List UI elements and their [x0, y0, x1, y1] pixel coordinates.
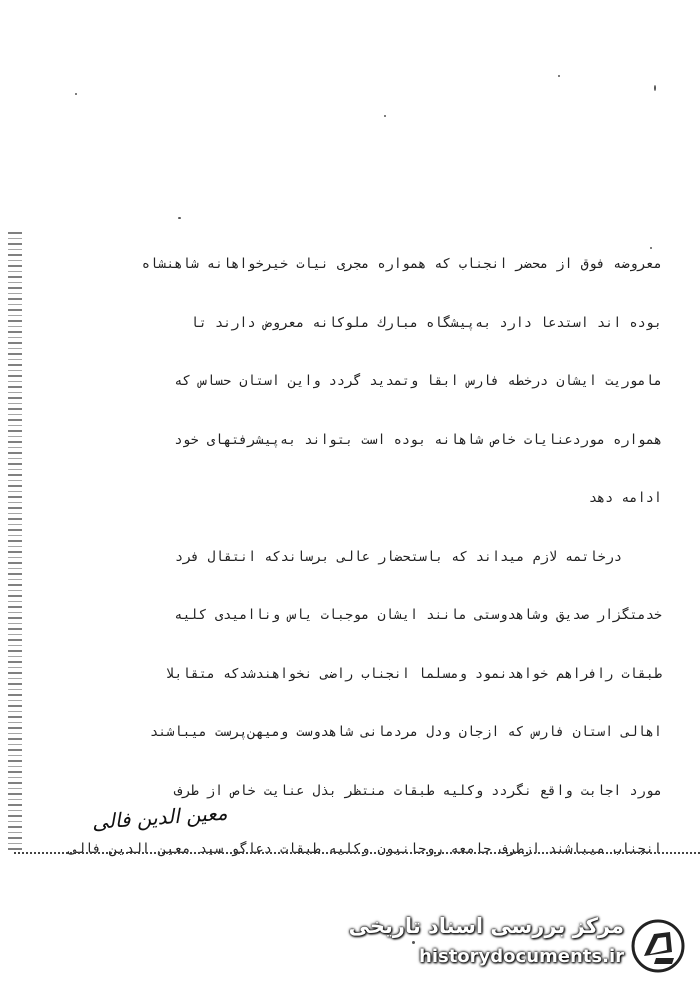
binding-edge: [8, 232, 22, 852]
watermark-url: historydocuments.ir: [419, 946, 624, 967]
document-line: معروضه فوق از محضر انجناب كه همواره مجرى نيات خيرخواهانه شاهنشاه: [141, 256, 662, 272]
watermark-title: مرکز بررسی اسناد تاریخی: [348, 914, 624, 938]
scan-speck: [384, 115, 386, 117]
scan-speck: [75, 93, 77, 95]
scan-speck: [654, 85, 656, 91]
document-line: بوده اند استدعا دارد به‌پيشگاه مبارك ملوكانه معروض دارند تا: [190, 314, 662, 331]
document-line: خدمتگزار صديق وشاهدوستى مانند ايشان موجبات ياس وناامیدى كليه: [174, 607, 662, 623]
document-line: ادامه دهد: [588, 490, 662, 506]
document-line: طبقات رافراهم خواهدنمود ومسلما انجناب راضى نخواهندشدكه متقابلا: [166, 665, 662, 682]
scan-speck: [558, 75, 560, 77]
document-line: ماموريت ايشان درخطه فارس ابقا وتمديد گردد واين استان حساس كه: [174, 373, 662, 389]
document-line: درخاتمه لازم ميداند كه باستحضار عالى برساندكه انتقال فرد: [174, 548, 622, 565]
document-line: انجناب ميباشند ازطرف جامعه روحانيون وكليه طبقات دعاگو سيد معين الدين فالى: [68, 841, 662, 857]
scan-speck: [178, 217, 181, 219]
document-line: همواره موردعنايات خاص شاهانه بوده است بتواند به‌پيشرفتهاى خود: [174, 431, 662, 448]
page-edge-rule: [14, 852, 700, 854]
archive-logo-icon: [630, 918, 686, 974]
scan-speck: [650, 247, 652, 249]
document-line: اهالى استان فارس كه ازجان ودل مردمانى شاهدوست وميهن‌پرست ميباشند: [149, 724, 662, 740]
watermark: [348, 912, 686, 982]
document-body: [68, 255, 662, 858]
handwritten-signature: معين الدين فالى: [91, 800, 229, 834]
document-line: مورد اجابت واقع نگردد وكليه طبقات منتظر بذل عنايت خاص از طرف: [174, 782, 662, 799]
